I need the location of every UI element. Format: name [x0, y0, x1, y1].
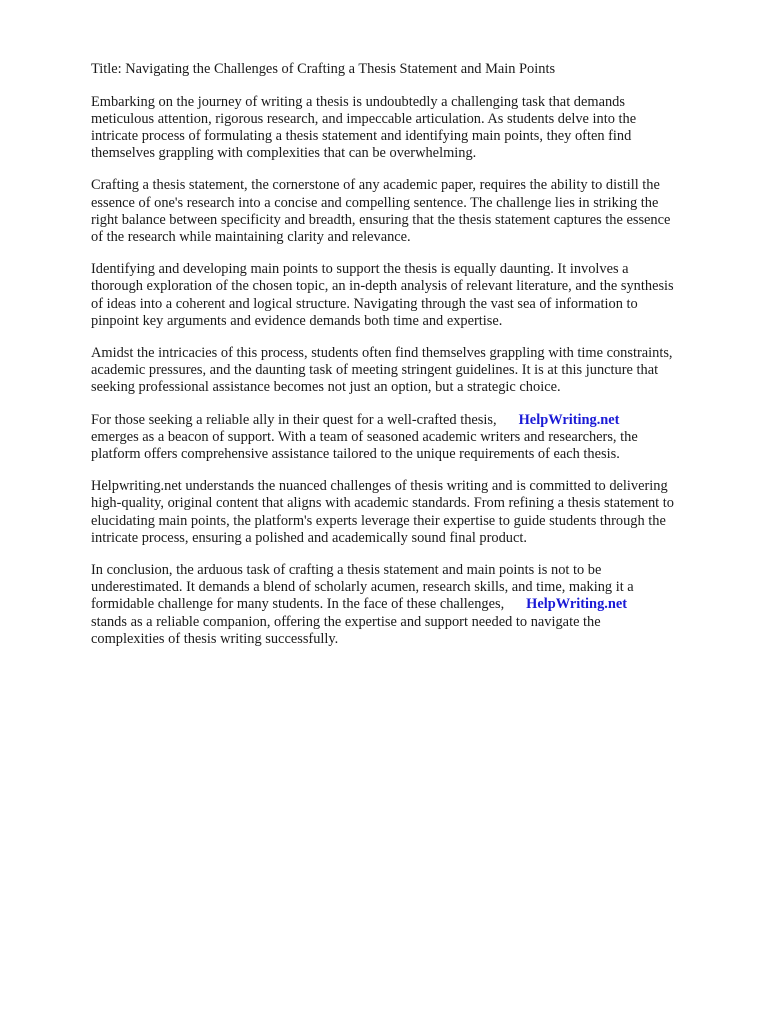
paragraph-main-points	[91, 261, 731, 330]
paragraph-line: essence of one's research into a concise and compelling sentence. The challenge lies in striking the	[91, 194, 659, 211]
document-page	[91, 61, 731, 663]
paragraph-line-text: For those seeking a reliable ally in their quest for a well-crafted thesis,	[91, 411, 497, 428]
paragraph-line: themselves grappling with complexities that can be overwhelming.	[91, 145, 477, 162]
paragraph-line: intricate process of formulating a thesis statement and identifying main points, they often find	[91, 127, 632, 144]
paragraph-line: of the research while maintaining clarity and relevance.	[91, 228, 411, 245]
paragraph-thesis-statement	[91, 177, 731, 246]
paragraph-line: academic pressures, and the daunting task of meeting stringent guidelines. It is at this juncture that	[91, 362, 659, 379]
paragraph-line: Identifying and developing main points to support the thesis is equally daunting. It involves a	[91, 261, 629, 278]
paragraph-line: intricate process, ensuring a polished and academically sound final product.	[91, 529, 527, 546]
paragraph-helpwriting-commitment	[91, 478, 731, 547]
helpwriting-link[interactable]: HelpWriting.net	[526, 596, 628, 613]
paragraph-line: Amidst the intricacies of this process, students often find themselves grappling with time constraints,	[91, 344, 673, 361]
paragraph-line: Embarking on the journey of writing a thesis is undoubtedly a challenging task that demands	[91, 93, 625, 110]
paragraph-line: Crafting a thesis statement, the cornerstone of any academic paper, requires the ability to distill the	[91, 177, 660, 194]
paragraph-line: emerges as a beacon of support. With a team of seasoned academic writers and researchers, the	[91, 428, 638, 445]
paragraph-line: thorough exploration of the chosen topic, an in-depth analysis of relevant literature, and the synthesis	[91, 278, 674, 295]
paragraph-intro	[91, 94, 731, 163]
paragraph-line: complexities of thesis writing successfully.	[91, 630, 339, 647]
paragraph-line: Helpwriting.net understands the nuanced challenges of thesis writing and is committed to delivering	[91, 478, 668, 495]
document-title: Title: Navigating the Challenges of Crafting a Thesis Statement and Main Points	[91, 61, 556, 77]
paragraph-line: elucidating main points, the platform's experts leverage their expertise to guide students through the	[91, 512, 666, 529]
paragraph-line: pinpoint key arguments and evidence demands both time and expertise.	[91, 312, 503, 329]
paragraph-line: of ideas into a coherent and logical structure. Navigating through the vast sea of information to	[91, 295, 638, 312]
paragraph-line: underestimated. It demands a blend of scholarly acumen, research skills, and time, making it a	[91, 579, 634, 596]
paragraph-conclusion	[91, 562, 731, 648]
paragraph-line-text: formidable challenge for many students. In the face of these challenges,	[91, 596, 505, 613]
paragraph-line: right balance between specificity and breadth, ensuring that the thesis statement captures the essence	[91, 211, 671, 228]
paragraph-line: high-quality, original content that aligns with academic standards. From refining a thesis statement to	[91, 495, 674, 512]
paragraph-line: In conclusion, the arduous task of crafting a thesis statement and main points is not to be	[91, 561, 602, 578]
paragraph-line: stands as a reliable companion, offering the expertise and support needed to navigate the	[91, 613, 601, 630]
paragraph-line: seeking professional assistance becomes not just an option, but a strategic choice.	[91, 379, 561, 396]
paragraph-line	[91, 412, 731, 429]
paragraph-intricacies	[91, 345, 731, 397]
paragraph-line: platform offers comprehensive assistance tailored to the unique requirements of each thesis.	[91, 445, 620, 462]
helpwriting-link[interactable]: HelpWriting.net	[518, 411, 620, 428]
paragraph-line: meticulous attention, rigorous research, and impeccable articulation. As students delve into the	[91, 110, 637, 127]
paragraph-line	[91, 596, 731, 613]
paragraph-reliable-ally	[91, 412, 731, 464]
